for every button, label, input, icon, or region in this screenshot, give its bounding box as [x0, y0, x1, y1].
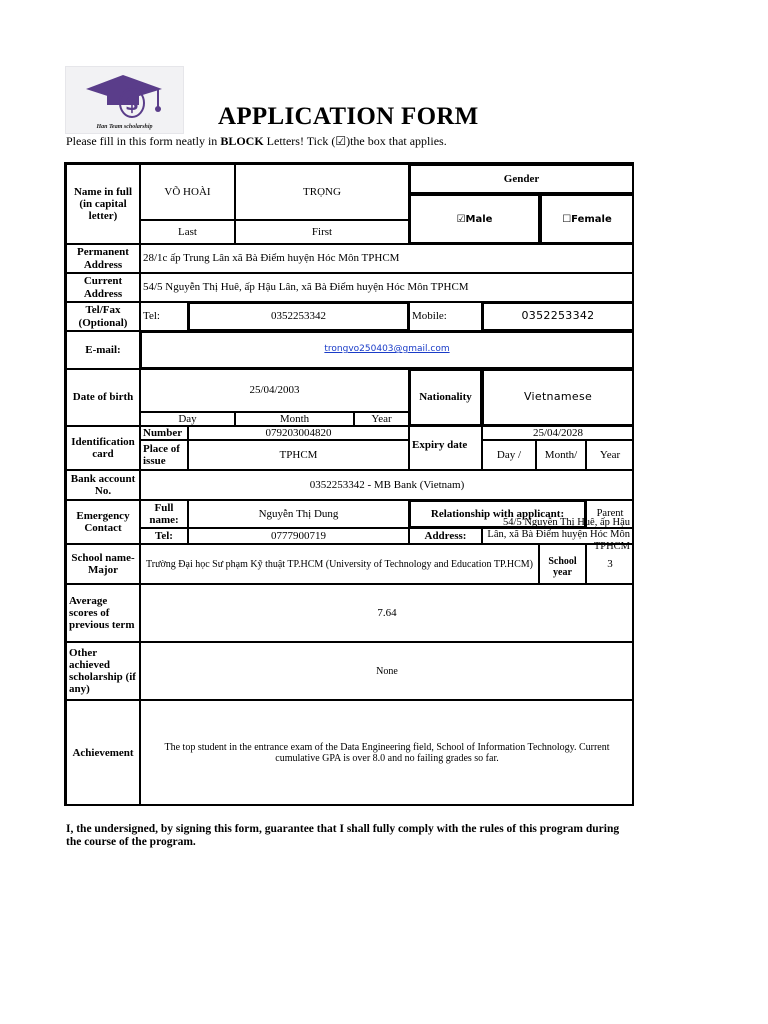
gender-female-checkbox[interactable]: ☐Female	[540, 194, 634, 244]
place-of-issue-label: Place of issue	[140, 440, 188, 470]
last-name-value[interactable]: VÕ HOÀI	[140, 164, 235, 220]
dob-year-label: Year	[354, 412, 409, 426]
emergency-address-label: Address:	[409, 528, 482, 544]
dob-value[interactable]: 25/04/2003	[140, 369, 409, 412]
dob-month-label: Month	[235, 412, 354, 426]
last-name-label: Last	[140, 220, 235, 244]
gender-male-checkbox[interactable]: ☑Male	[409, 194, 540, 244]
nationality-value[interactable]: Vietnamese	[482, 369, 634, 426]
svg-text:$: $	[125, 91, 139, 115]
first-name-label: First	[235, 220, 409, 244]
email-link[interactable]: trongvo250403@gmail.com	[324, 344, 450, 355]
id-card-label: Identification card	[66, 426, 140, 470]
expiry-date-value[interactable]: 25/04/2028	[482, 426, 634, 440]
emergency-fullname-value[interactable]: Nguyễn Thị Dung	[188, 500, 409, 528]
expiry-day-label: Day /	[482, 440, 536, 470]
school-label: School name- Major	[66, 544, 140, 584]
tel-label: Tel:	[140, 302, 188, 331]
school-value[interactable]: Trường Đại học Sư phạm Kỹ thuật TP.HCM (University of Technology and Education TP.HCM)	[140, 544, 539, 584]
id-number-value[interactable]: 079203004820	[188, 426, 409, 440]
emergency-contact-label: Emergency Contact	[66, 500, 140, 544]
bank-account-label: Bank account No.	[66, 470, 140, 500]
email-label: E-mail:	[66, 331, 140, 369]
declaration-text: I, the undersigned, by signing this form, guarantee that I shall fully comply with the rules of this program during the course of the program.	[66, 823, 620, 848]
achievement-label: Achievement	[66, 700, 140, 806]
mobile-value[interactable]: 0352253342	[482, 302, 634, 331]
tel-value[interactable]: 0352253342	[188, 302, 409, 331]
emergency-tel-label: Tel:	[140, 528, 188, 544]
nationality-label: Nationality	[409, 369, 482, 426]
current-address-value[interactable]: 54/5 Nguyễn Thị Huê, ấp Hậu Lân, xã Bà Điểm huyện Hóc Môn TPHCM	[140, 273, 634, 302]
school-year-value[interactable]: 3	[586, 544, 634, 584]
relationship-value[interactable]: Parent	[586, 500, 634, 528]
mobile-label: Mobile:	[409, 302, 482, 331]
relationship-label: Relationship with applicant:	[409, 500, 586, 528]
first-name-value[interactable]: TRỌNG	[235, 164, 409, 220]
gender-label: Gender	[409, 164, 634, 194]
permanent-address-value[interactable]: 28/1c ấp Trung Lân xã Bà Điểm huyện Hóc Môn TPHCM	[140, 244, 634, 273]
expiry-year-label: Year	[586, 440, 634, 470]
expiry-date-label: Expiry date	[409, 426, 482, 470]
page-title: APPLICATION FORM	[218, 103, 479, 130]
id-number-label: Number	[140, 426, 188, 440]
bank-account-value[interactable]: 0352253342 - MB Bank (Vietnam)	[140, 470, 634, 500]
dob-label: Date of birth	[66, 369, 140, 426]
other-scholarship-label: Other achieved scholarship (if any)	[66, 642, 140, 700]
permanent-address-label: Permanent Address	[66, 244, 140, 273]
emergency-address-value[interactable]: 54/5 Nguyễn Thị Huê, ấp Hậu Lân, xã Bà Điểm huyện Hóc Môn TPHCM	[487, 517, 630, 553]
emergency-fullname-label: Full name:	[140, 500, 188, 528]
average-scores-label: Average scores of previous term	[66, 584, 140, 642]
instructions: Please fill in this form neatly in BLOCK Letters! Tick (☑)the box that applies.	[66, 134, 447, 148]
dob-day-label: Day	[140, 412, 235, 426]
tel-fax-label: Tel/Fax (Optional)	[66, 302, 140, 331]
other-scholarship-value[interactable]: None	[140, 642, 634, 700]
logo-caption: Han Team scholarship	[96, 124, 153, 130]
achievement-value[interactable]: The top student in the entrance exam of the Data Engineering field, School of Information Technology. Current cumulative GPA is over 8.0 and no failing grades so far.	[140, 700, 634, 806]
application-form-table	[64, 162, 634, 806]
scholarship-logo	[65, 66, 184, 134]
emergency-tel-value[interactable]: 0777900719	[188, 528, 409, 544]
name-label: Name in full (in capital letter)	[66, 164, 140, 244]
place-of-issue-value[interactable]: TPHCM	[188, 440, 409, 470]
expiry-month-label: Month/	[536, 440, 586, 470]
average-scores-value[interactable]: 7.64	[140, 584, 634, 642]
school-year-label: School year	[539, 544, 586, 584]
email-cell	[140, 331, 634, 369]
current-address-label: Current Address	[66, 273, 140, 302]
